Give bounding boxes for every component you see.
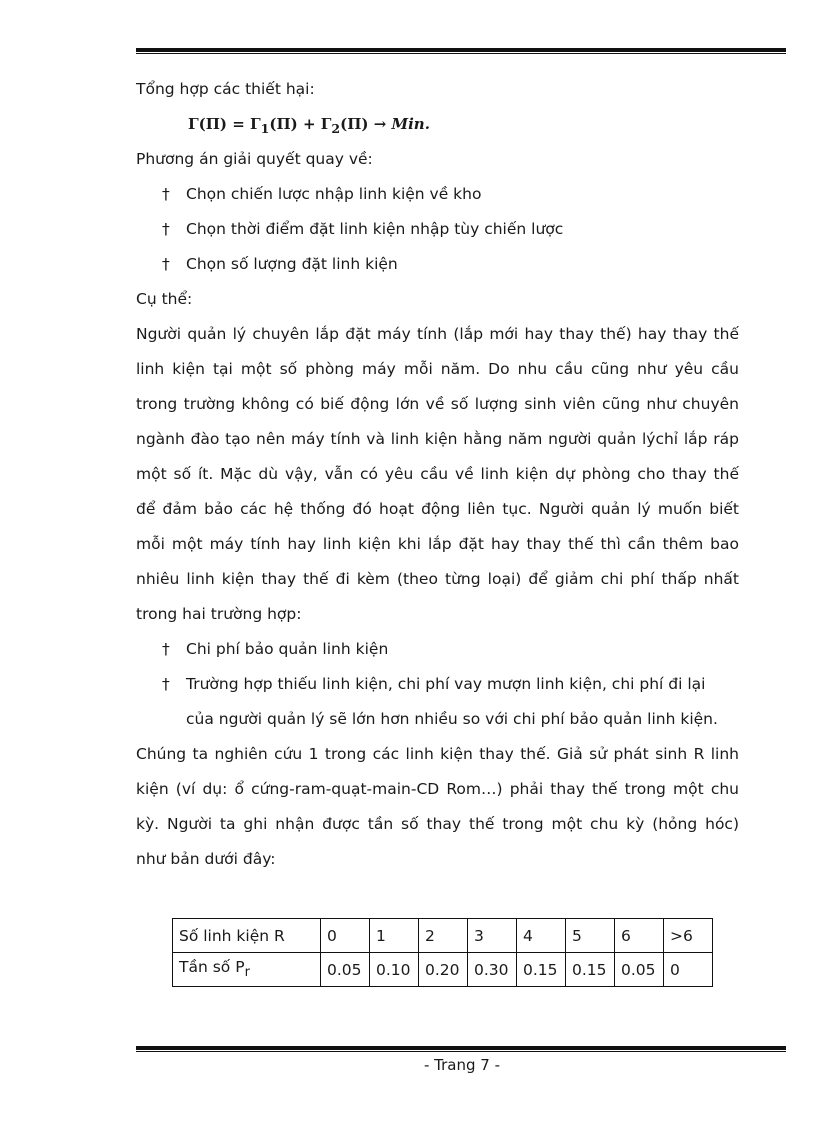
page-body	[136, 72, 739, 877]
table-cell: 0.15	[566, 953, 615, 987]
cost-formula: $\Gamma(\Pi) = \Gamma_1(\Pi) + \Gamma_2(\Pi)$ → Min.	[188, 115, 430, 136]
dagger-bullet-icon: †	[162, 675, 170, 693]
body-line: ngành đào tạo nên máy tính và linh kiện hằng năm người quản lýchỉ lắp ráp	[136, 430, 739, 448]
study-line: như bản dưới đây:	[136, 850, 276, 868]
table-cell: 0.05	[615, 953, 664, 987]
header-rule	[136, 48, 786, 54]
frequency-table	[172, 918, 713, 987]
footer-rule	[136, 1046, 786, 1052]
body-line: Người quản lý chuyên lắp đặt máy tính (lắp mới hay thay thế) hay thay thế	[136, 325, 739, 343]
study-line: Chúng ta nghiên cứu 1 trong các linh kiện thay thế. Giả sử phát sinh R linh	[136, 745, 739, 763]
table-cell: 0	[664, 953, 713, 987]
table-cell: 0.30	[468, 953, 517, 987]
dagger-bullet-icon: †	[162, 255, 170, 273]
plan-intro: Phương án giải quyết quay về:	[136, 150, 373, 168]
dagger-bullet-icon: †	[162, 640, 170, 658]
body-line: trong trường không có biế động lớn về số lượng sinh viên cũng như chuyên	[136, 395, 739, 413]
study-line: kỳ. Người ta ghi nhận được tần số thay thế trong một chu kỳ (hỏng hóc)	[136, 815, 739, 833]
list-item: † Chọn chiến lược nhập linh kiện về kho	[136, 177, 739, 212]
specific-heading: Cụ thể:	[136, 290, 193, 308]
table-row	[173, 919, 713, 953]
page-number: - Trang 7 -	[423, 1056, 501, 1074]
study-line: kiện (ví dụ: ổ cứng-ram-quạt-main-CD Rom…) phải thay thế trong một chu	[136, 780, 739, 798]
list-item: † Chọn thời điểm đặt linh kiện nhập tùy chiến lược	[136, 212, 739, 247]
dagger-bullet-icon: †	[162, 185, 170, 203]
table-header-cell: Tần số $P_r$	[173, 953, 321, 987]
list-item: † Trường hợp thiếu linh kiện, chi phí vay mượn linh kiện, chi phí đi lại	[136, 667, 739, 702]
table-cell: 0	[321, 919, 370, 953]
table-header-cell: Số linh kiện R	[173, 919, 321, 953]
table-row	[173, 953, 713, 987]
body-line: một số ít. Mặc dù vậy, vẫn có yêu cầu về linh kiện dự phòng cho thay thế	[136, 465, 739, 483]
intro-line: Tổng hợp các thiết hại:	[136, 80, 315, 98]
table-cell: 0.05	[321, 953, 370, 987]
list-item: † Chọn số lượng đặt linh kiện	[136, 247, 739, 282]
table-cell: 0.20	[419, 953, 468, 987]
dagger-bullet-icon: †	[162, 220, 170, 238]
body-line: linh kiện tại một số phòng máy mỗi năm. Do nhu cầu cũng như yêu cầu	[136, 360, 739, 378]
body-line: mỗi một máy tính hay linh kiện khi lắp đặt hay thay thế thì cần thêm bao	[136, 535, 739, 553]
table-cell: 0.15	[517, 953, 566, 987]
table-cell: 1	[370, 919, 419, 953]
table-cell: 6	[615, 919, 664, 953]
table-cell: >6	[664, 919, 713, 953]
body-line: để đảm bảo các hệ thống đó hoạt động liên tục. Người quản lý muốn biết	[136, 500, 739, 518]
body-line: nhiêu linh kiện thay thế đi kèm (theo từng loại) để giảm chi phí thấp nhất	[136, 570, 739, 588]
list-item: † Chi phí bảo quản linh kiện	[136, 632, 739, 667]
table-cell: 4	[517, 919, 566, 953]
list-item-continuation: của người quản lý sẽ lớn hơn nhiều so với chi phí bảo quản linh kiện.	[186, 710, 718, 728]
table-cell: 5	[566, 919, 615, 953]
table-cell: 2	[419, 919, 468, 953]
table-cell: 3	[468, 919, 517, 953]
table-cell: 0.10	[370, 953, 419, 987]
body-line: trong hai trường hợp:	[136, 605, 302, 623]
